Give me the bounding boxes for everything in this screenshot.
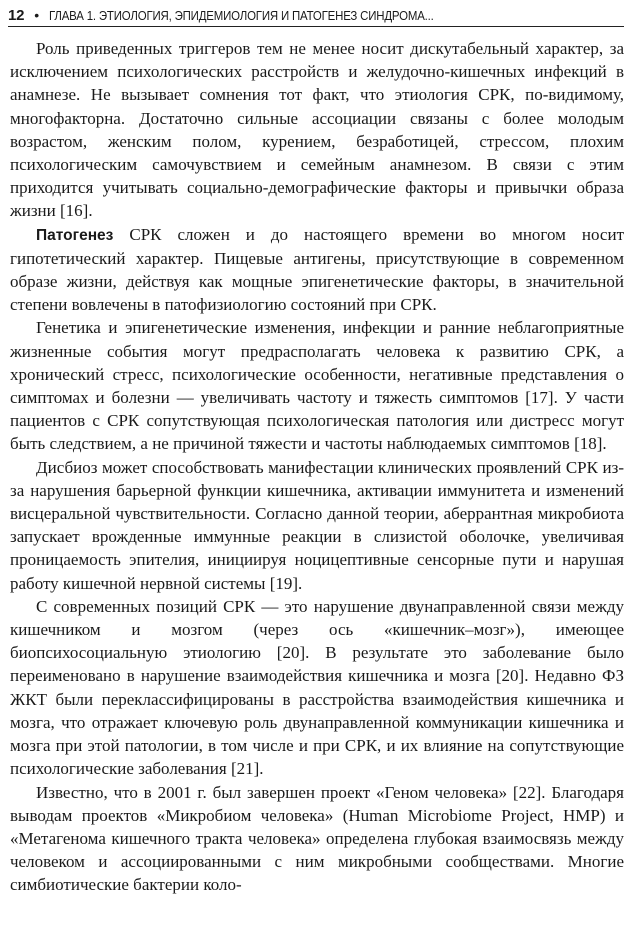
paragraph-text: Известно, что в 2001 г. был завершен проект «Геном человека» [22]. Благодаря выводам проектов «Микробиом человека» (Human Microbiome Project, HMP) и «Метагенома кишечного тракта человека» определена глубокая взаимосвязь между человеком и ассоциированными с ним микробными сообществами. Многие симбиотические бактерии коло-	[10, 782, 624, 895]
paragraph-triggers	[10, 37, 624, 223]
pathogenesis-term: Патогенез	[36, 226, 114, 244]
paragraph-text: СРК сложен и до настоящего времени во многом носит гипотетический характер. Пищевые антигены, присутствующие в современном образе жизни, действуя как мощные эпигенетические факторы, в значительной степени вовлечены в патофизиологию состояний при СРК.	[10, 224, 624, 315]
paragraph-text: С современных позиций СРК — это нарушение двунаправленной связи между кишечником и мозгом (через ось «кишечник–мозг»), имеющее биопсихосоциальную этиологию [20]. В результате это заболевание было переименовано в нарушение взаимодействия кишечника и мозга [20]. Недавно ФЗ ЖКТ были переклассифицированы в расстройства взаимодействия кишечника и мозга, что отражает ключевую роль двунаправленной коммуникации кишечника и мозга при этой патологии, в том числе и при СРК, и их влияние на сопутствующие психологические заболевания [21].	[10, 596, 624, 779]
paragraph-text: Роль приведенных триггеров тем не менее носит дискутабельный характер, за исключением психологических расстройств и желудочно-кишечных инфекций в анамнезе. Не вызывает сомнения тот факт, что этиология СРК, по-видимому, многофакторна. Достаточно сильные ассоциации связаны с более молодым возрастом, женским полом, курением, безработицей, стрессом, плохим психологическим самочувствием и семейным анамнезом. В связи с этим приходится учитывать социально-демографические факторы и привычки образа жизни [16].	[10, 39, 624, 221]
paragraph-dysbiosis	[10, 456, 624, 595]
body-text	[8, 37, 624, 897]
paragraph-pathogenesis	[10, 223, 624, 317]
paragraph-gut-brain-axis	[10, 595, 624, 781]
running-head	[8, 4, 624, 27]
bullet-icon: •	[34, 7, 39, 23]
paragraph-text: Генетика и эпигенетические изменения, инфекции и ранние неблагоприятные жизненные события могут предрасполагать человека к развитию СРК, а хронический стресс, психологические особенности, негативные представления о симптомах и болезни — увеличивать частоту и тяжесть симптомов [17]. У части пациентов с СРК сопутствующая психологическая патология или дистресс могут быть следствием, а не причиной тяжести и частоты наблюдаемых симптомов [18].	[10, 318, 624, 454]
paragraph-genetics	[10, 316, 624, 455]
paragraph-text: Дисбиоз может способствовать манифестации клинических проявлений СРК из-за нарушения барьерной функции кишечника, активации иммунитета и изменений висцеральной чувствительности. Согласно данной теории, аберрантная микробиота запускает врожденные иммунные реакции в слизистой оболочке, увеличивая проницаемость эпителия, инициируя ноцицептивные сенсорные пути и нарушая работу кишечной нервной системы [19].	[10, 457, 624, 593]
chapter-title: ГЛАВА 1. ЭТИОЛОГИЯ, ЭПИДЕМИОЛОГИЯ И ПАТОГЕНЕЗ СИНДРОМА...	[49, 7, 434, 23]
paragraph-genome-project	[10, 781, 624, 897]
page-number: 12	[8, 6, 25, 24]
